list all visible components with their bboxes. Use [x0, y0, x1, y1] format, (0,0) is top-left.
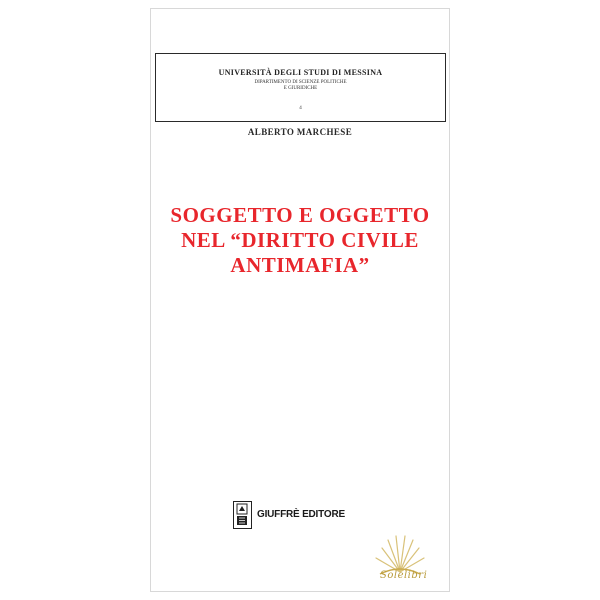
university-name: UNIVERSITÀ DEGLI STUDI DI MESSINA	[218, 68, 383, 77]
series-number: 4	[299, 106, 302, 111]
title-line-3: ANTIMAFIA”	[230, 253, 370, 277]
solelibri-watermark	[360, 528, 440, 592]
publisher-logo-icon	[233, 501, 252, 529]
sun-rays-icon	[360, 528, 440, 576]
publisher-name: GIUFFRÈ EDITORE	[257, 509, 345, 520]
book-cover[interactable]	[150, 8, 450, 592]
department-line-1: DIPARTIMENTO DI SCIENZE POLITICHE	[254, 80, 347, 85]
series-header-box	[155, 53, 446, 122]
department-name	[156, 80, 445, 92]
book-title	[151, 203, 449, 278]
title-line-2: NEL “DIRITTO CIVILE	[181, 228, 419, 252]
department-line-2: E GIURIDICHE	[283, 86, 318, 91]
title-line-1: SOGGETTO E OGGETTO	[170, 203, 430, 227]
solelibri-label: Solelibri	[380, 570, 428, 581]
publisher-block	[233, 501, 373, 531]
author-name: ALBERTO MARCHESE	[247, 127, 353, 137]
